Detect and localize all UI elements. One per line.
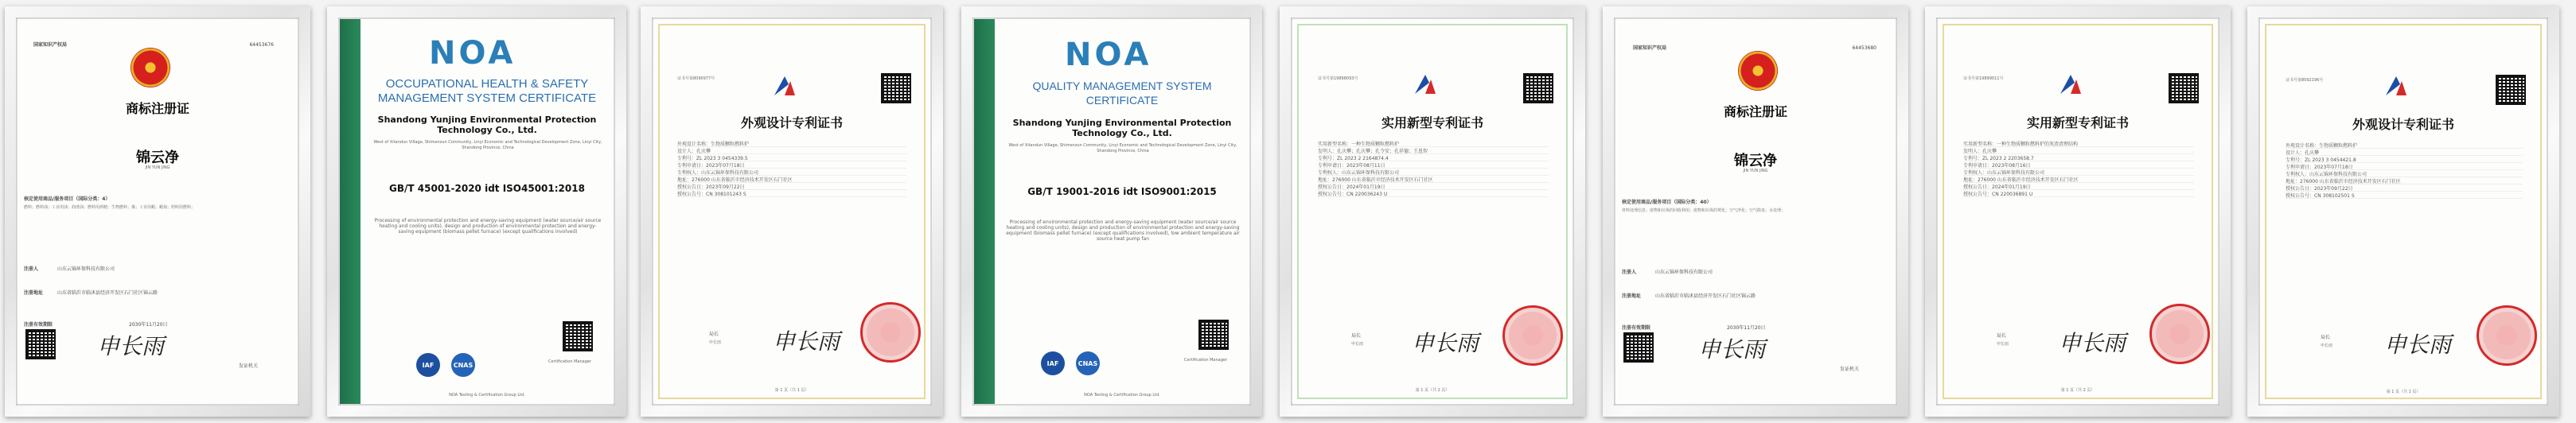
patent-fields bbox=[1963, 140, 2194, 197]
certificate-frame-3[interactable] bbox=[641, 6, 943, 417]
certificate-title-line1: OCCUPATIONAL HEALTH & SAFETY bbox=[385, 77, 589, 91]
issuing-authority: 发证机关 bbox=[1839, 367, 1859, 372]
iaf-badge: IAF bbox=[1041, 351, 1065, 375]
official-seal-icon bbox=[2149, 304, 2210, 364]
director-label: 局长 bbox=[709, 332, 719, 337]
utility-patent-certificate bbox=[1938, 19, 2218, 404]
official-seal-icon bbox=[1502, 305, 1563, 366]
field-grant-number: 授权公告号：CN 220036891 U bbox=[1963, 190, 2194, 197]
services-heading: 核定使用商品/服务项目（国际分类：4） bbox=[24, 196, 111, 202]
trademark-certificate bbox=[1615, 19, 1896, 404]
page-footer: 第 1 页（共 1 页） bbox=[774, 388, 809, 393]
page-footer: 第 1 页（共 2 页） bbox=[2060, 388, 2095, 393]
company-address: West of Xitandun Village, Shimenzun Community, Linyi Economic and Technological Development Zone, Linyi City, Shandong Province, China bbox=[1008, 143, 1237, 153]
registrant-label: 注册人 bbox=[24, 266, 39, 272]
field-patentee: 专利权人：山东云锦环保科技有限公司 bbox=[2286, 170, 2523, 177]
address-label: 注册地址 bbox=[24, 290, 44, 296]
certificate-frame-2[interactable] bbox=[327, 6, 626, 417]
address-value: 山东省临沂市临沭县经济开发区石门社区锦云路 bbox=[57, 290, 158, 296]
issuer-header: 国家知识产权局 bbox=[1633, 45, 1667, 51]
signature: 申长雨 bbox=[97, 333, 165, 359]
certification-manager-label: Certification Manager bbox=[1184, 358, 1228, 363]
official-seal-icon bbox=[860, 302, 921, 363]
noa-certificate bbox=[340, 19, 614, 404]
director-name: 申长雨 bbox=[2321, 343, 2333, 348]
certificate-frame-7[interactable] bbox=[1925, 6, 2231, 417]
issuer-header: 国家知识产权局 bbox=[33, 42, 68, 48]
services-text: 燃料；燃料油；工业用油；润滑油；燃料用酒精；生物燃料；煤；工业用蜡；蜡烛；照明用燃料； bbox=[24, 205, 196, 210]
trademark-pinyin: JIN YUN JING bbox=[145, 165, 170, 170]
services-text: 材料处理信息；废物和垃圾的回收利用；废物和垃圾的焚化；空气净化；空气除臭；水处理； bbox=[1622, 208, 1786, 213]
issuer-footer: NOA Testing & Certification Group Ltd. bbox=[449, 393, 525, 398]
director-label: 局长 bbox=[1351, 333, 1362, 339]
field-name: 外观设计名称：生物质颗粒燃料炉 bbox=[677, 140, 906, 147]
certificate-title: 外观设计专利证书 bbox=[2352, 117, 2454, 132]
certificate-frame-4[interactable] bbox=[961, 6, 1262, 417]
patent-fields bbox=[2286, 142, 2523, 199]
field-designer: 设计人：孔庆攀 bbox=[677, 147, 906, 154]
qr-code-icon bbox=[1523, 73, 1553, 103]
patent-fields bbox=[677, 140, 906, 197]
trademark-certificate bbox=[18, 19, 298, 404]
noa-certificate bbox=[974, 19, 1249, 404]
services-heading: 核定使用商品/服务项目（国际分类：40） bbox=[1622, 200, 1712, 205]
certificate-title-line2: MANAGEMENT SYSTEM CERTIFICATE bbox=[377, 91, 597, 105]
qr-code-icon bbox=[881, 73, 911, 103]
registrant-value: 山东云锦环保科技有限公司 bbox=[1655, 270, 1713, 275]
field-name: 实用新型名称：一种生物质颗粒燃料炉的灰渣清理结构 bbox=[1963, 140, 2194, 147]
certificate-number: 证书号第8090977号 bbox=[677, 76, 715, 81]
certificate-title-line2: CERTIFICATE bbox=[1085, 94, 1159, 107]
field-inventor: 发明人：孔庆攀；孔庆攀；孔令安；孔祥德；王恩智 bbox=[1318, 147, 1549, 154]
scope: Processing of environmental protection and energy-saving equipment (water source/air source heating and cooling units), design and production of environmental protection and energy-saving equipment (biomass pellet furnace) (except qualifications involved), low ambient temperature air source heat pump fan bbox=[1006, 219, 1240, 242]
certificate-title: 商标注册证 bbox=[1723, 104, 1787, 119]
field-grant-date: 授权公告日：2024年01月19日 bbox=[1318, 183, 1549, 190]
signature: 申长雨 bbox=[1698, 336, 1766, 363]
utility-patent-certificate bbox=[1292, 19, 1572, 404]
national-emblem-icon bbox=[131, 48, 170, 87]
field-filing-date: 专利申请日：2023年08月11日 bbox=[1318, 161, 1549, 169]
field-filing-date: 专利申请日：2023年07月18日 bbox=[677, 161, 906, 169]
scope: Processing of environmental protection and energy-saving equipment (water source/air source heating and cooling units), design and production of environmental protection and energy-saving equipment (biomass pellet furnace) (except qualifications involved) bbox=[374, 218, 602, 235]
noa-logo: NOA bbox=[429, 35, 516, 72]
design-patent-certificate bbox=[653, 19, 930, 404]
certificate-title-line1: QUALITY MANAGEMENT SYSTEM bbox=[1032, 80, 1212, 92]
cnipa-logo-icon bbox=[1412, 72, 1439, 99]
director-label: 局长 bbox=[1997, 333, 2007, 339]
validity-value: 2030年11月20日 bbox=[1727, 325, 1766, 331]
certificate-frame-1[interactable] bbox=[5, 6, 310, 417]
qr-code-icon bbox=[1198, 320, 1229, 350]
address-label: 注册地址 bbox=[1622, 293, 1642, 299]
field-address: 地址：276000 山东省临沂市经济技术开发区石门社区 bbox=[2286, 177, 2523, 184]
validity-label: 注册有效期限 bbox=[24, 322, 53, 328]
qr-code-icon bbox=[2496, 75, 2526, 105]
field-name: 实用新型名称：一种生物质颗粒燃料炉 bbox=[1318, 140, 1549, 147]
director-name: 申长雨 bbox=[1997, 342, 2009, 347]
certificate-title: 实用新型专利证书 bbox=[2026, 115, 2129, 130]
trademark-mark: 锦云净 bbox=[1734, 153, 1777, 169]
certificate-number: 证书号第19898093号 bbox=[1318, 76, 1358, 81]
field-patentee: 专利权人：山东云锦环保科技有限公司 bbox=[677, 169, 906, 176]
certification-manager-label: Certification Manager bbox=[548, 359, 592, 364]
field-patent-number: 专利号：ZL 2023 2 2203658.7 bbox=[1963, 154, 2194, 161]
cnas-badge: CNAS bbox=[1076, 351, 1100, 375]
field-address: 地址：276000 山东省临沂市经济技术开发区石门社区 bbox=[677, 176, 906, 183]
field-patentee: 专利权人：山东云锦环保科技有限公司 bbox=[1963, 169, 2194, 176]
cnipa-logo-icon bbox=[2057, 72, 2084, 99]
field-patentee: 专利权人：山东云锦环保科技有限公司 bbox=[1318, 169, 1549, 176]
certificate-title: 外观设计专利证书 bbox=[740, 115, 843, 130]
signature: 申长雨 bbox=[1412, 330, 1479, 356]
registration-number: 64453676 bbox=[249, 42, 274, 48]
director-name: 申长雨 bbox=[1351, 342, 1364, 347]
field-grant-date: 授权公告日：2024年01月19日 bbox=[1963, 183, 2194, 190]
trademark-pinyin: JIN YUN JING bbox=[1743, 169, 1768, 173]
field-grant-date: 授权公告日：2023年09月22日 bbox=[677, 183, 906, 190]
signature: 申长雨 bbox=[773, 328, 840, 355]
field-patent-number: 专利号：ZL 2023 3 0454339.5 bbox=[677, 154, 906, 161]
qr-code-icon bbox=[1623, 332, 1654, 363]
issuer-footer: NOA Testing & Certification Group Ltd. bbox=[1084, 393, 1160, 398]
registration-number: 64453680 bbox=[1852, 45, 1876, 51]
certificate-title: 实用新型专利证书 bbox=[1381, 115, 1483, 130]
address-value: 山东省临沂市临沭县经济开发区石门社区锦云路 bbox=[1655, 293, 1756, 299]
field-patent-number: 专利号：ZL 2023 3 0454421.8 bbox=[2286, 156, 2523, 163]
qr-code-icon bbox=[563, 321, 593, 351]
signature: 申长雨 bbox=[2384, 332, 2452, 358]
company-name: Shandong Yunjing Environmental Protection Technology Co., Ltd. bbox=[1012, 118, 1232, 138]
signature: 申长雨 bbox=[2059, 330, 2126, 356]
field-address: 地址：276000 山东省临沂市经济技术开发区石门社区 bbox=[1963, 176, 2194, 183]
field-designer: 设计人：孔庆攀 bbox=[2286, 149, 2523, 156]
patent-fields bbox=[1318, 140, 1549, 197]
qr-code-icon bbox=[2169, 73, 2199, 103]
director-name: 申长雨 bbox=[709, 340, 722, 345]
cnas-badge: CNAS bbox=[451, 353, 475, 377]
iaf-badge: IAF bbox=[416, 353, 440, 377]
field-grant-date: 授权公告日：2023年09月22日 bbox=[2286, 184, 2523, 192]
certificate-frame-8[interactable] bbox=[2247, 6, 2559, 417]
page-footer: 第 1 页（共 1 页） bbox=[2386, 390, 2421, 394]
standard: GB/T 19001-2016 idt ISO9001:2015 bbox=[1027, 186, 1217, 197]
company-address: West of Xitandun Village, Shimenzun Community, Linyi Economic and Technological Development Zone, Linyi City, Shandong Province, China bbox=[373, 140, 602, 150]
field-address: 地址：276000 山东省临沂市经济技术开发区石门社区 bbox=[1318, 176, 1549, 183]
issuing-authority: 发证机关 bbox=[238, 363, 258, 369]
field-filing-date: 专利申请日：2023年08月16日 bbox=[1963, 161, 2194, 169]
validity-label: 注册有效期限 bbox=[1622, 325, 1651, 331]
validity-value: 2030年11月20日 bbox=[129, 322, 168, 328]
official-seal-icon bbox=[2477, 305, 2537, 366]
certificate-frame-6[interactable] bbox=[1603, 6, 1908, 417]
field-filing-date: 专利申请日：2023年07月18日 bbox=[2286, 163, 2523, 170]
national-emblem-icon bbox=[1738, 51, 1778, 91]
field-name: 外观设计名称：生物质颗粒燃料炉 bbox=[2286, 142, 2523, 149]
field-grant-number: 授权公告号：CN 308101243 S bbox=[677, 190, 906, 197]
certificate-frame-5[interactable] bbox=[1280, 6, 1585, 417]
cnipa-logo-icon bbox=[2383, 73, 2410, 100]
certificate-number: 证书号第19899011号 bbox=[1963, 76, 2004, 81]
standard: GB/T 45001-2020 idt ISO45001:2018 bbox=[389, 183, 585, 194]
field-grant-number: 授权公告号：CN 220036243 U bbox=[1318, 190, 1549, 197]
cnipa-logo-icon bbox=[771, 73, 798, 100]
noa-logo: NOA bbox=[1065, 37, 1152, 73]
field-grant-number: 授权公告号：CN 308102501 S bbox=[2286, 192, 2523, 199]
registrant-value: 山东云锦环保科技有限公司 bbox=[57, 266, 115, 272]
green-band bbox=[340, 19, 360, 404]
certificate-number: 证书号第8092196号 bbox=[2286, 78, 2324, 83]
green-band bbox=[974, 19, 995, 404]
design-patent-certificate bbox=[2260, 19, 2547, 404]
director-label: 局长 bbox=[2321, 335, 2331, 340]
page-footer: 第 1 页（共 2 页） bbox=[1415, 388, 1450, 393]
company-name: Shandong Yunjing Environmental Protection Technology Co., Ltd. bbox=[377, 114, 597, 135]
field-patent-number: 专利号：ZL 2023 2 2164874.4 bbox=[1318, 154, 1549, 161]
field-inventor: 发明人：孔庆攀 bbox=[1963, 147, 2194, 154]
registrant-label: 注册人 bbox=[1622, 270, 1637, 275]
trademark-mark: 锦云净 bbox=[136, 149, 179, 166]
certificate-title: 商标注册证 bbox=[125, 101, 189, 116]
qr-code-icon bbox=[25, 329, 56, 359]
